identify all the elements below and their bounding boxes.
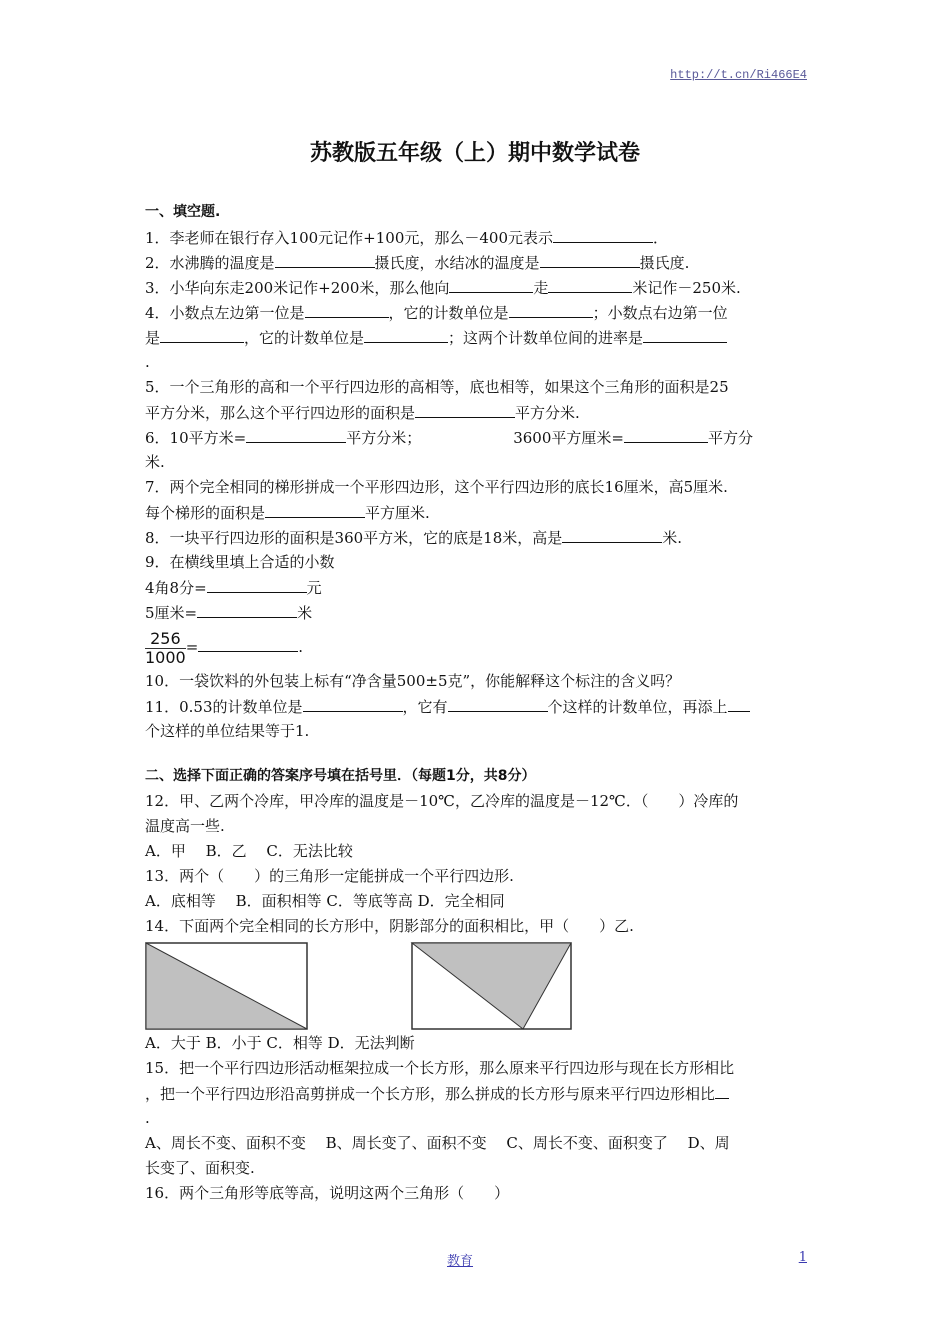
answer-blank[interactable]	[449, 275, 533, 293]
header-link[interactable]: http://t.cn/Ri466E4	[670, 68, 807, 82]
question-6: 6．10平方米= 平方分米； 3600平方厘米= 平方分	[145, 425, 807, 450]
answer-blank[interactable]	[448, 694, 548, 712]
answer-blank[interactable]	[562, 525, 662, 543]
answer-blank[interactable]	[715, 1081, 729, 1099]
answer-blank[interactable]	[160, 325, 244, 343]
question-7: 7．两个完全相同的梯形拼成一个平形四边形，这个平行四边形的底长16厘米，高5厘米.	[145, 478, 728, 496]
question-11-cont: 个这样的单位结果等于1.	[145, 722, 310, 740]
question-12-cont: 温度高一些.	[145, 817, 225, 835]
question-4-cont: 是 ，它的计数单位是 ；这两个计数单位间的进率是	[145, 325, 807, 350]
section-2-heading: 二、选择下面正确的答案序号填在括号里．（每题1分，共8分）	[145, 768, 536, 784]
answer-blank[interactable]	[197, 600, 297, 618]
answer-blank[interactable]	[207, 575, 307, 593]
question-12-options: A．甲 B．乙 C．无法比较	[145, 842, 353, 860]
question-5-cont: 平方分米，那么这个平行四边形的面积是 平方分米.	[145, 400, 807, 425]
question-9a: 4角8分= 元	[145, 575, 807, 600]
answer-blank[interactable]	[728, 694, 750, 712]
question-11: 11．0.53的计数单位是 ，它有 个这样的计数单位，再添上	[145, 694, 807, 719]
answer-blank[interactable]	[540, 250, 640, 268]
question-15-end: .	[145, 1109, 150, 1127]
answer-blank[interactable]	[509, 300, 593, 318]
question-4-end: .	[145, 353, 150, 371]
answer-blank[interactable]	[548, 275, 632, 293]
rectangles-figure	[145, 939, 615, 1031]
answer-blank[interactable]	[305, 300, 389, 318]
question-7-cont: 每个梯形的面积是 平方厘米.	[145, 500, 807, 525]
fraction: $\frac{256}{1000}$	[145, 628, 186, 667]
question-10: 10．一袋饮料的外包装上标有“净含量500±5克”，你能解释这个标注的含义吗？	[145, 672, 681, 690]
question-13-options: A．底相等 B．面积相等 C．等底等高 D．完全相同	[145, 892, 505, 910]
question-9c: $\frac{256}{1000}$ = .	[145, 628, 304, 667]
question-3: 3．小华向东走200米记作+200米，那么他向 走 米记作－250米.	[145, 275, 807, 300]
page-title: 苏教版五年级（上）期中数学试卷	[309, 141, 640, 166]
answer-blank[interactable]	[275, 250, 375, 268]
answer-blank[interactable]	[624, 425, 708, 443]
answer-blank[interactable]	[246, 425, 346, 443]
answer-blank[interactable]	[415, 400, 515, 418]
question-2: 2．水沸腾的温度是 摄氏度，水结冰的温度是 摄氏度.	[145, 250, 807, 275]
question-15-options-cont: 长变了、面积变.	[145, 1159, 255, 1177]
question-14: 14．下面两个完全相同的长方形中，阴影部分的面积相比，甲（ ）乙.	[145, 917, 634, 935]
question-1: 1．李老师在银行存入100元记作+100元，那么－400元表示 ．	[145, 225, 807, 250]
question-15: 15．把一个平行四边形活动框架拉成一个长方形，那么原来平行四边形与现在长方形相比	[145, 1059, 735, 1077]
question-8: 8．一块平行四边形的面积是360平方米，它的底是18米，高是 米.	[145, 525, 807, 550]
answer-blank[interactable]	[364, 325, 448, 343]
section-1-heading: 一、填空题.	[145, 204, 221, 220]
answer-blank[interactable]	[553, 225, 653, 243]
question-4: 4．小数点左边第一位是 ，它的计数单位是 ；小数点右边第一位	[145, 300, 807, 325]
question-9b: 5厘米= 米	[145, 600, 807, 625]
question-5: 5．一个三角形的高和一个平行四边形的高相等，底也相等，如果这个三角形的面积是25	[145, 378, 729, 396]
question-15-options: A、周长不变、面积不变 B、周长变了、面积不变 C、周长不变、面积变了 D、周	[145, 1134, 730, 1152]
answer-blank[interactable]	[198, 634, 298, 652]
answer-blank[interactable]	[303, 694, 403, 712]
question-9: 9．在横线里填上合适的小数	[145, 553, 335, 571]
footer-link[interactable]: 教育	[447, 1254, 474, 1269]
question-14-options: A．大于 B．小于 C．相等 D．无法判断	[145, 1034, 415, 1052]
answer-blank[interactable]	[265, 500, 365, 518]
exam-content	[145, 200, 807, 1206]
question-16: 16．两个三角形等底等高，说明这两个三角形（ ）	[145, 1184, 510, 1202]
question-15-cont: ，把一个平行四边形沿高剪拼成一个长方形，那么拼成的长方形与原来平行四边形相比	[145, 1081, 807, 1106]
question-6-cont: 米.	[145, 453, 165, 471]
page-number: 1	[798, 1250, 807, 1265]
question-13: 13．两个（ ）的三角形一定能拼成一个平行四边形.	[145, 867, 514, 885]
question-12: 12．甲、乙两个冷库，甲冷库的温度是－10℃，乙冷库的温度是－12℃．（ ）冷库的	[145, 792, 739, 810]
question-14-figure	[145, 939, 807, 1031]
answer-blank[interactable]	[643, 325, 727, 343]
